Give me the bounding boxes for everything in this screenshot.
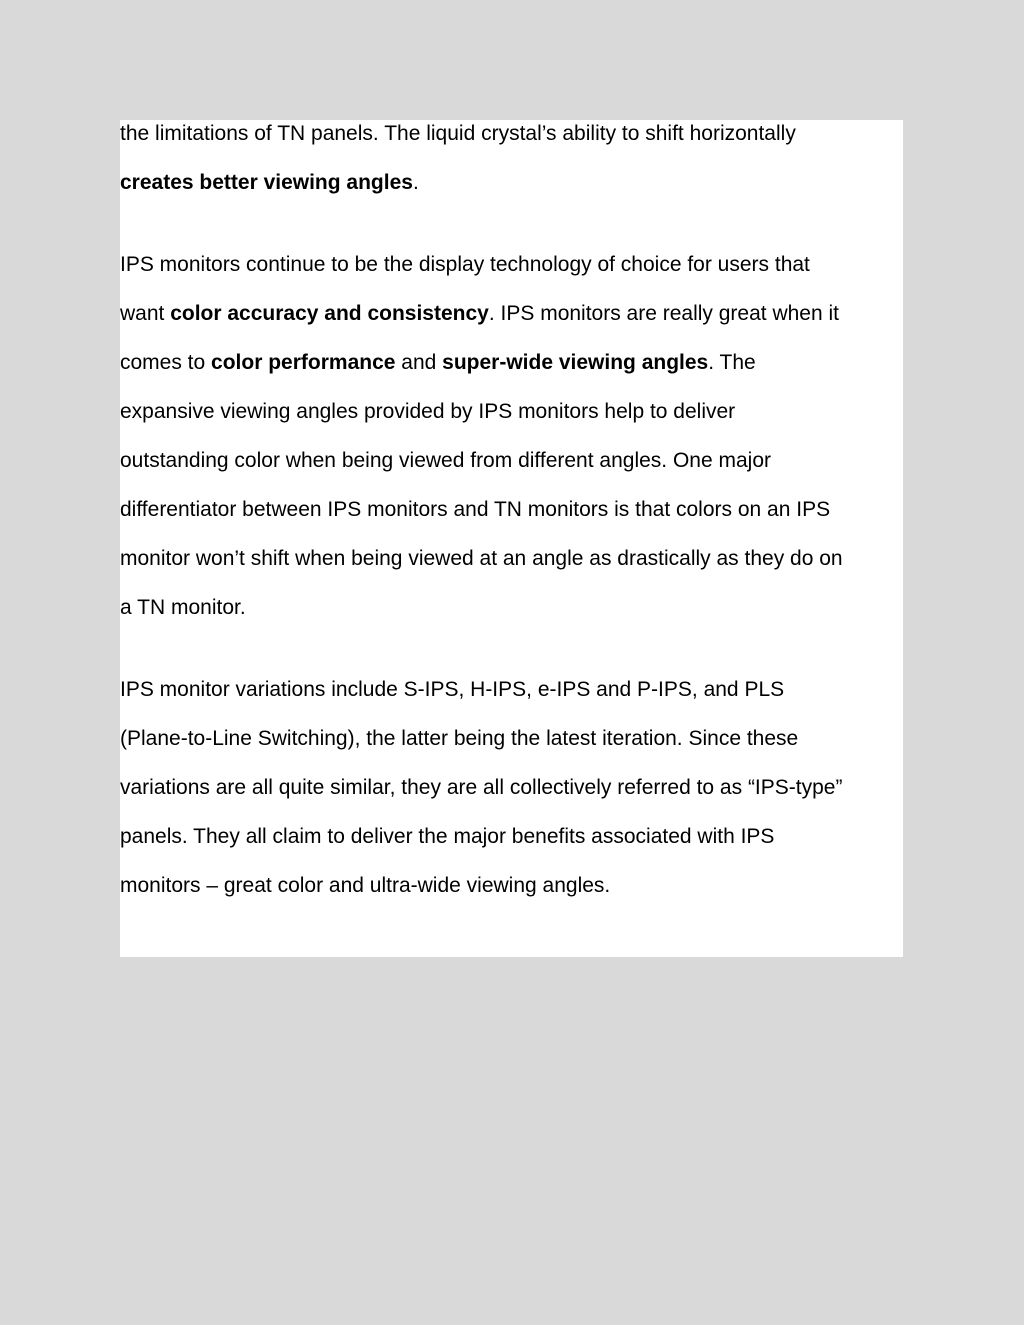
text-run: variations are all quite similar, they are all collectively referred to as “IPS-type”: [120, 776, 843, 799]
paragraph-ips-variations: [120, 665, 920, 910]
paragraph-ips-color: [120, 240, 920, 632]
text-line: [120, 583, 920, 632]
bold-phrase: color performance: [211, 351, 396, 374]
paragraph-viewing-angles: [120, 109, 920, 207]
text-run: and: [395, 351, 443, 374]
text-line: [120, 861, 920, 910]
bold-phrase: super-wide viewing angles: [442, 351, 709, 374]
text-line: [120, 534, 920, 583]
text-run: . IPS monitors are really great when it: [488, 302, 839, 325]
text-run: . The: [708, 351, 756, 374]
text-run: monitors – great color and ultra-wide viewing angles.: [120, 874, 611, 897]
text-line: [120, 812, 920, 861]
text-line: [120, 387, 920, 436]
text-run: want: [120, 302, 171, 325]
text-run: comes to: [120, 351, 212, 374]
text-run: panels. They all claim to deliver the major benefits associated with IPS: [120, 825, 775, 848]
bold-phrase: color accuracy and consistency: [170, 302, 489, 325]
text-line: [120, 665, 920, 714]
document-page: [120, 120, 903, 957]
text-run: differentiator between IPS monitors and TN monitors is that colors on an IPS: [120, 498, 831, 521]
text-line: [120, 485, 920, 534]
text-run: a TN monitor.: [120, 596, 246, 619]
text-line: [120, 763, 920, 812]
bold-phrase: creates better viewing angles: [120, 171, 413, 194]
text-line: [120, 240, 920, 289]
text-run: outstanding color when being viewed from different angles. One major: [120, 449, 771, 472]
text-run: .: [412, 171, 419, 194]
text-run: (Plane-to-Line Switching), the latter being the latest iteration. Since these: [120, 727, 799, 750]
text-run: IPS monitors continue to be the display technology of choice for users that: [120, 253, 810, 276]
text-line: [120, 714, 920, 763]
text-line: [120, 158, 920, 207]
text-line: [120, 436, 920, 485]
text-line: [120, 338, 920, 387]
text-run: the limitations of TN panels. The liquid crystal’s ability to shift horizontally: [120, 122, 796, 145]
text-line: [120, 109, 920, 158]
text-line: [120, 289, 920, 338]
text-run: monitor won’t shift when being viewed at an angle as drastically as they do on: [120, 547, 843, 570]
text-run: IPS monitor variations include S-IPS, H-IPS, e-IPS and P-IPS, and PLS: [120, 678, 785, 701]
text-run: expansive viewing angles provided by IPS monitors help to deliver: [120, 400, 736, 423]
